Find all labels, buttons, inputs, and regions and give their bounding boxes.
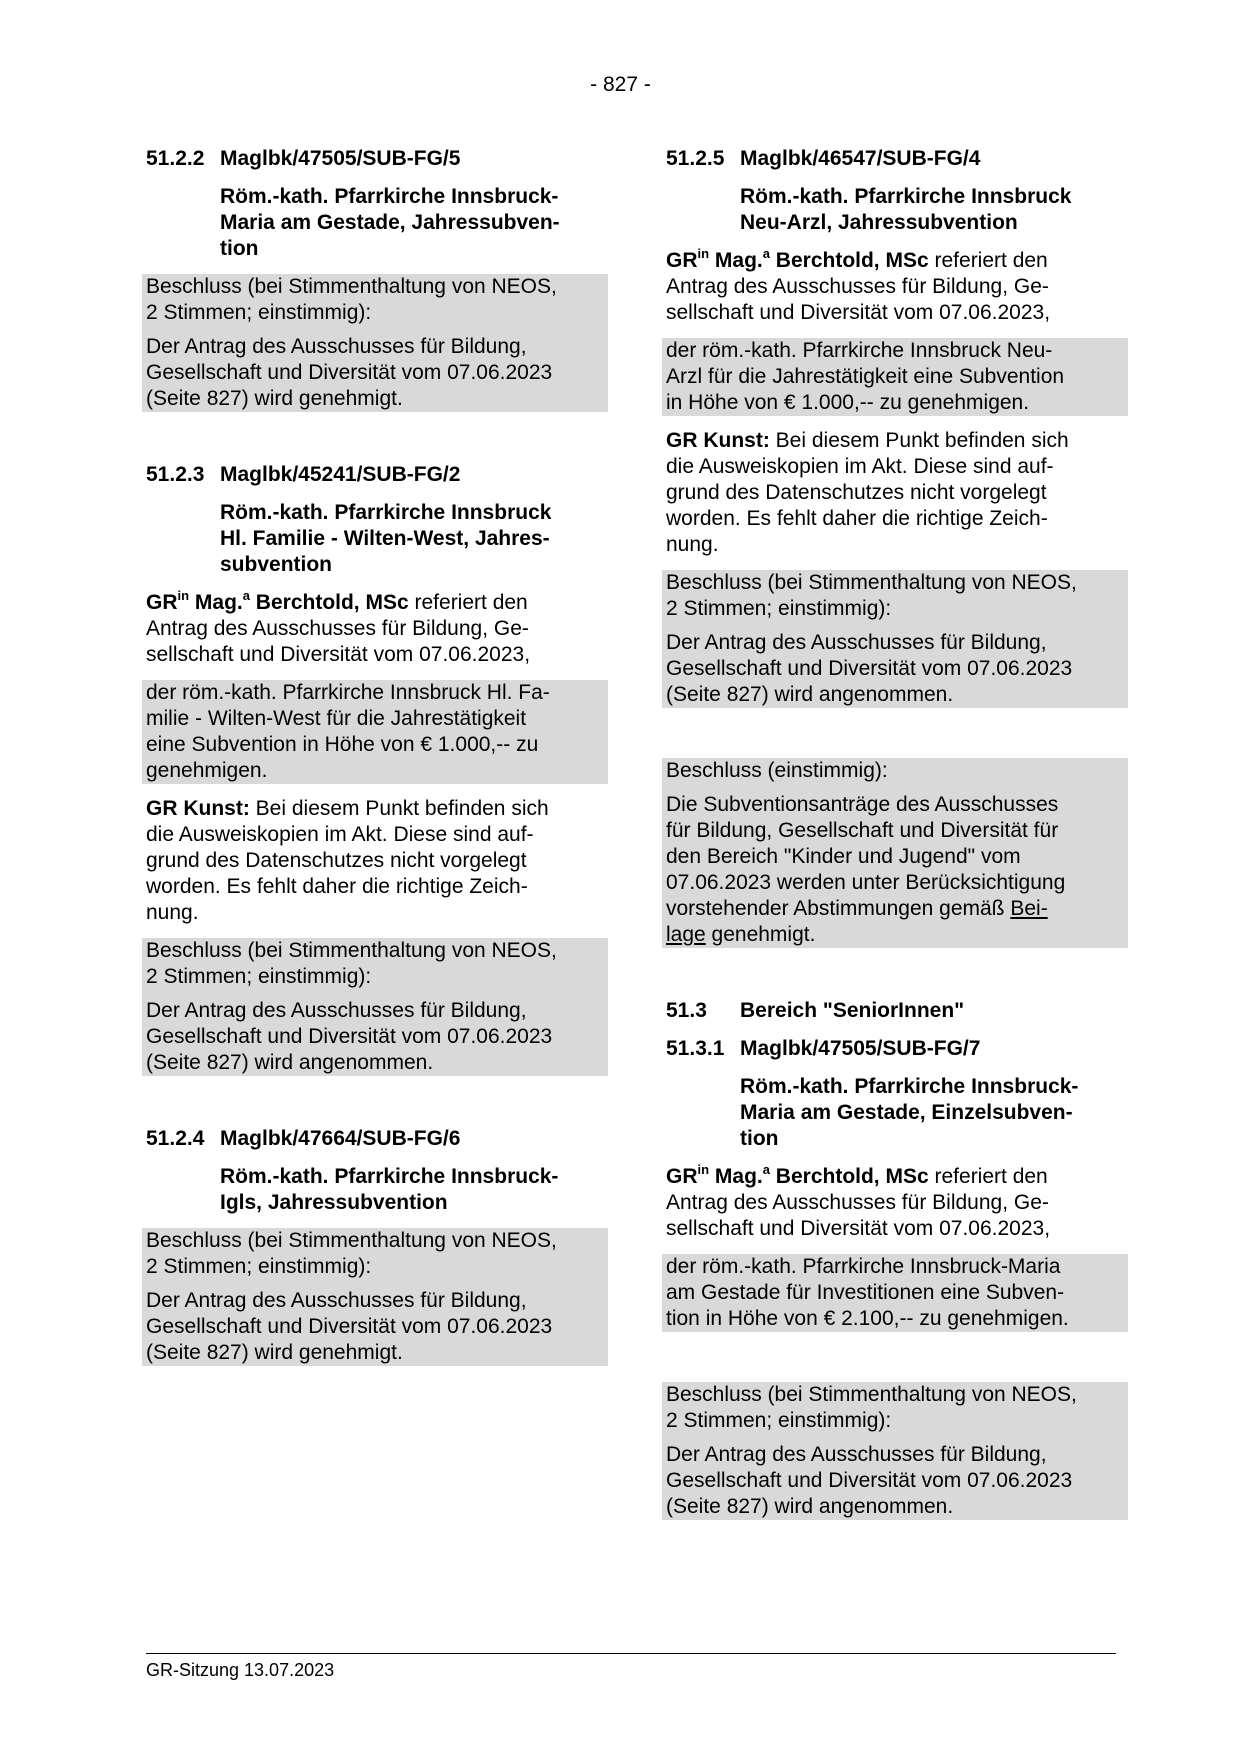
motion-text: der röm.-kath. Pfarrkirche Innsbruck-Maria am Gestade für Investitionen eine Subven- tion in Höhe von € 2.100,-- zu genehmigen. <box>662 1254 1128 1332</box>
section-heading <box>146 1126 604 1152</box>
speaker-intro: $GR^{in}$ Mag.$^a$ Berchtold, MSc referiert den Antrag des Ausschusses für Bildung, Ge- sellschaft und Diversität vom 07.06.2023, <box>146 588 531 666</box>
footer-text: GR-Sitzung 13.07.2023 <box>146 1660 335 1680</box>
file-code: Maglbk/47505/SUB-FG/5 <box>220 147 461 170</box>
section-number: 51.2.2 <box>146 147 205 170</box>
beschluss-result: Der Antrag des Ausschusses für Bildung, Gesellschaft und Diversität vom 07.06.2023 (Seite 827) wird angenommen. <box>662 630 1128 708</box>
file-code: Maglbk/46547/SUB-FG/4 <box>740 147 981 170</box>
beschluss-result: Der Antrag des Ausschusses für Bildung, Gesellschaft und Diversität vom 07.06.2023 (Seite 827) wird genehmigt. <box>142 334 608 412</box>
section-number: 51.3.1 <box>666 1037 725 1060</box>
beschluss-label: Beschluss (bei Stimmenthaltung von NEOS, 2 Stimmen; einstimmig): <box>142 938 608 990</box>
beschluss-result: Der Antrag des Ausschusses für Bildung, Gesellschaft und Diversität vom 07.06.2023 (Seite 827) wird genehmigt. <box>142 1288 608 1366</box>
section-heading <box>666 998 1124 1024</box>
section-title: Röm.-kath. Pfarrkirche Innsbruck- Maria am Gestade, Jahressubven- tion <box>220 185 560 260</box>
beschluss-label: Beschluss (bei Stimmenthaltung von NEOS, 2 Stimmen; einstimmig): <box>142 274 608 326</box>
section-heading <box>666 146 1124 172</box>
section-heading <box>666 1036 1124 1062</box>
beschluss-label: Beschluss (bei Stimmenthaltung von NEOS, 2 Stimmen; einstimmig): <box>662 1382 1128 1434</box>
summary-result: Die Subventionsanträge des Ausschusses für Bildung, Gesellschaft und Diversität für den Bereich "Kinder und Jugend" vom 07.06.2023 werden unter Berücksichtigung vorstehender Abstimmungen gemäß Bei- lage genehmigt. <box>662 792 1128 948</box>
right-column <box>666 146 1124 1520</box>
page-number: - 827 - <box>590 73 651 96</box>
file-code: Maglbk/47664/SUB-FG/6 <box>220 1127 461 1150</box>
section-number: 51.2.5 <box>666 147 725 170</box>
left-column <box>146 146 604 1366</box>
councillor-note: GR Kunst: Bei diesem Punkt befinden sich die Ausweiskopien im Akt. Diese sind auf- grund des Datenschutzes nicht vorgelegt worden. Es fehlt daher die richtige Zeich- nung. <box>666 429 1069 556</box>
beschluss-label: Beschluss (bei Stimmenthaltung von NEOS, 2 Stimmen; einstimmig): <box>142 1228 608 1280</box>
beschluss-result: Der Antrag des Ausschusses für Bildung, Gesellschaft und Diversität vom 07.06.2023 (Seite 827) wird angenommen. <box>142 998 608 1076</box>
speaker-intro: $GR^{in}$ Mag.$^a$ Berchtold, MSc referiert den Antrag des Ausschusses für Bildung, Ge- sellschaft und Diversität vom 07.06.2023, <box>666 1162 1051 1240</box>
section-heading <box>146 146 604 172</box>
file-code: Maglbk/47505/SUB-FG/7 <box>740 1037 981 1060</box>
section-number: 51.3 <box>666 999 707 1022</box>
section-title: Röm.-kath. Pfarrkirche Innsbruck- Maria am Gestade, Einzelsubven- tion <box>740 1075 1079 1150</box>
beschluss-label: Beschluss (bei Stimmenthaltung von NEOS, 2 Stimmen; einstimmig): <box>662 570 1128 622</box>
file-code: Maglbk/45241/SUB-FG/2 <box>220 463 461 486</box>
speaker-intro: $GR^{in}$ Mag.$^a$ Berchtold, MSc referiert den Antrag des Ausschusses für Bildung, Ge- sellschaft und Diversität vom 07.06.2023, <box>666 246 1051 324</box>
beschluss-result: Der Antrag des Ausschusses für Bildung, Gesellschaft und Diversität vom 07.06.2023 (Seite 827) wird angenommen. <box>662 1442 1128 1520</box>
beschluss-label: Beschluss (einstimmig): <box>662 758 1128 784</box>
section-number: 51.2.4 <box>146 1127 205 1150</box>
councillor-note: GR Kunst: Bei diesem Punkt befinden sich die Ausweiskopien im Akt. Diese sind auf- grund des Datenschutzes nicht vorgelegt worden. Es fehlt daher die richtige Zeich- nung. <box>146 797 549 924</box>
section-heading <box>146 462 604 488</box>
section-title: Röm.-kath. Pfarrkirche Innsbruck Neu-Arzl, Jahressubvention <box>740 185 1072 234</box>
footer-divider <box>146 1653 1116 1654</box>
section-title: Röm.-kath. Pfarrkirche Innsbruck- Igls, Jahressubvention <box>220 1165 559 1214</box>
motion-text: der röm.-kath. Pfarrkirche Innsbruck Hl. Fa- milie - Wilten-West für die Jahrestätigkeit eine Subvention in Höhe von € 1.000,-- zu genehmigen. <box>142 680 608 784</box>
section-title: Röm.-kath. Pfarrkirche Innsbruck Hl. Familie - Wilten-West, Jahres- subvention <box>220 501 552 576</box>
beilage-link[interactable]: Bei- <box>1010 897 1048 920</box>
section-number: 51.2.3 <box>146 463 205 486</box>
motion-text: der röm.-kath. Pfarrkirche Innsbruck Neu- Arzl für die Jahrestätigkeit eine Subvention in Höhe von € 1.000,-- zu genehmigen. <box>662 338 1128 416</box>
beilage-link[interactable]: lage <box>666 923 706 946</box>
section-title: Bereich "SeniorInnen" <box>740 999 965 1022</box>
